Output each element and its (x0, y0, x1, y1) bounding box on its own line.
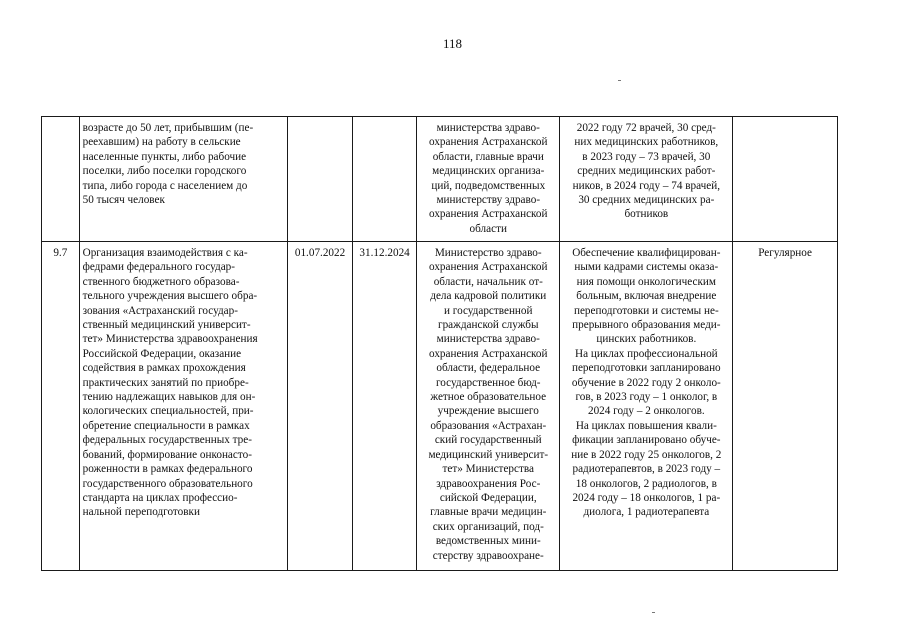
table-row (42, 242, 838, 571)
text-line: охранения Астраханской (429, 347, 548, 360)
text-line: области, федеральное (436, 362, 541, 375)
text-line: кологических специальностей, при- (82, 405, 254, 418)
text-line: поселки, либо поселки городского (82, 165, 247, 178)
text-line: обретение специальности в рамках (82, 419, 250, 432)
text-line: и государственной (443, 304, 533, 317)
cell-number: 9.7 (42, 242, 80, 571)
text-line: федрами федерального государ- (82, 261, 236, 274)
text-line: ние в 2022 году 25 онкологов, 2 (571, 448, 722, 461)
text-line: 18 онкологов, 2 радиологов, в (575, 477, 717, 490)
text-line: главные врачи медицин- (430, 506, 547, 519)
cell-responsible (417, 117, 560, 242)
text-line: ций, подведомственных (431, 179, 546, 192)
text-line: реехавшим) на работу в сельские (82, 136, 241, 149)
text-line: фикации запланировано обуче- (572, 434, 721, 447)
text-line: учреждение высшего (437, 405, 539, 418)
text-line: ния помощи онкологическим (576, 275, 716, 288)
text-line: ными кадрами системы оказа- (574, 261, 719, 274)
text-line: министерству здраво- (436, 194, 541, 207)
text-line: жетное образовательное (430, 391, 547, 404)
text-line: нальной переподготовки (82, 506, 200, 519)
text-line: в 2023 году – 73 врачей, 30 (582, 150, 711, 163)
text-line: бований, формирование онконасто- (82, 448, 252, 461)
text-line: На циклах профессиональной (574, 347, 718, 360)
text-line: области, начальник от- (433, 275, 543, 288)
text-line: ственного бюджетного образова- (82, 275, 240, 288)
text-line: ских организаций, под- (432, 520, 544, 533)
text-line: ский государственный (434, 434, 542, 447)
text-line: охранения Астраханской (429, 261, 548, 274)
text-line: охранения Астраханской (429, 136, 548, 149)
text-line: дела кадровой политики (430, 290, 547, 303)
cell-result (560, 117, 733, 242)
text-line: медицинских организа- (432, 165, 545, 178)
text-line: 2024 году – 18 онкологов, 1 ра- (572, 491, 721, 504)
scan-mark-bottom (652, 612, 655, 613)
cell-responsible (417, 242, 560, 571)
text-line: федеральных государственных тре- (82, 434, 252, 447)
cell-description (79, 242, 287, 571)
text-line: содействия в рамках прохождения (82, 362, 246, 375)
text-line: переподготовки запланировано (571, 362, 721, 375)
cell-number (42, 117, 80, 242)
text-line: 2022 году 72 врачей, 30 сред- (576, 122, 716, 134)
cell-start-date (288, 117, 353, 242)
text-line: тельного учреждения высшего обра- (82, 290, 258, 303)
text-line: гов, в 2023 году – 1 онколог, в (575, 391, 718, 404)
text-line: ботников (624, 208, 669, 221)
text-line: средних медицинских работ- (577, 165, 716, 178)
text-line: радиотерапевтов, в 2023 году – (572, 463, 721, 476)
text-line: возрасте до 50 лет, прибывшим (пе- (82, 122, 254, 134)
text-line: 50 тысяч человек (82, 194, 165, 207)
table-row (42, 117, 838, 242)
cell-periodicity: Регулярное (733, 242, 838, 571)
text-line: тет» Министерства здравоохранения (82, 333, 258, 346)
text-line: охранения Астраханской (429, 208, 548, 221)
text-line: Министерство здраво- (434, 247, 542, 259)
text-line: стерству здравоохране- (432, 549, 544, 562)
text-line: тению надлежащих навыков для он- (82, 391, 256, 404)
scan-mark-top (618, 80, 621, 81)
text-line: обучение в 2022 году 2 онколо- (571, 376, 721, 389)
table-body (42, 117, 838, 571)
text-line: населенные пункты, либо рабочие (82, 150, 247, 163)
text-line: зования «Астраханский государ- (82, 304, 238, 317)
text-line: министерства здраво- (436, 122, 540, 134)
text-line: них медицинских работников, (574, 136, 719, 149)
text-line: ведомственных мини- (435, 535, 541, 548)
cell-periodicity (733, 117, 838, 242)
cell-start-date: 01.07.2022 (288, 242, 353, 571)
cell-result (560, 242, 733, 571)
text-line: области (469, 222, 507, 235)
text-line: медицинский университ- (428, 448, 549, 461)
text-line: цинских работников. (596, 333, 697, 346)
text-line: Организация взаимодействия с ка- (82, 247, 248, 259)
text-line: здравоохранения Рос- (436, 477, 541, 490)
text-line: практических занятий по приобре- (82, 376, 249, 389)
cell-description (79, 117, 287, 242)
text-line: 2024 году – 2 онкологов. (587, 405, 705, 418)
plan-table (41, 116, 838, 571)
text-line: ственный медицинский университ- (82, 319, 251, 332)
text-line: гражданской службы (437, 319, 539, 332)
text-line: больным, включая внедрение (576, 290, 717, 303)
text-line: ников, в 2024 году – 74 врачей, (572, 179, 721, 192)
text-line: диолога, 1 радиотерапевта (583, 506, 710, 519)
text-line: государственное бюд- (435, 376, 541, 389)
text-line: 30 средних медицинских ра- (578, 194, 715, 207)
text-line: Российской Федерации, оказание (82, 347, 242, 360)
text-line: прерывного образования меди- (572, 319, 721, 332)
text-line: стандарта на циклах профессио- (82, 491, 238, 504)
text-line: роженности в рамках федерального (82, 463, 253, 476)
cell-end-date (353, 117, 417, 242)
text-line: переподготовки и системы не- (573, 304, 719, 317)
cell-end-date: 31.12.2024 (353, 242, 417, 571)
text-line: типа, либо города с населением до (82, 179, 248, 192)
text-line: государственного образовательного (82, 477, 253, 490)
text-line: министерства здраво- (436, 333, 540, 346)
text-line: тет» Министерства (442, 463, 534, 476)
text-line: Обеспечение квалифицирован- (572, 247, 721, 259)
text-line: сийской Федерации, (439, 491, 537, 504)
text-line: образования «Астрахан- (430, 419, 547, 432)
text-line: области, главные врачи (432, 150, 544, 163)
page-number: 118 (442, 36, 463, 51)
text-line: На циклах повышения квали- (575, 419, 717, 432)
